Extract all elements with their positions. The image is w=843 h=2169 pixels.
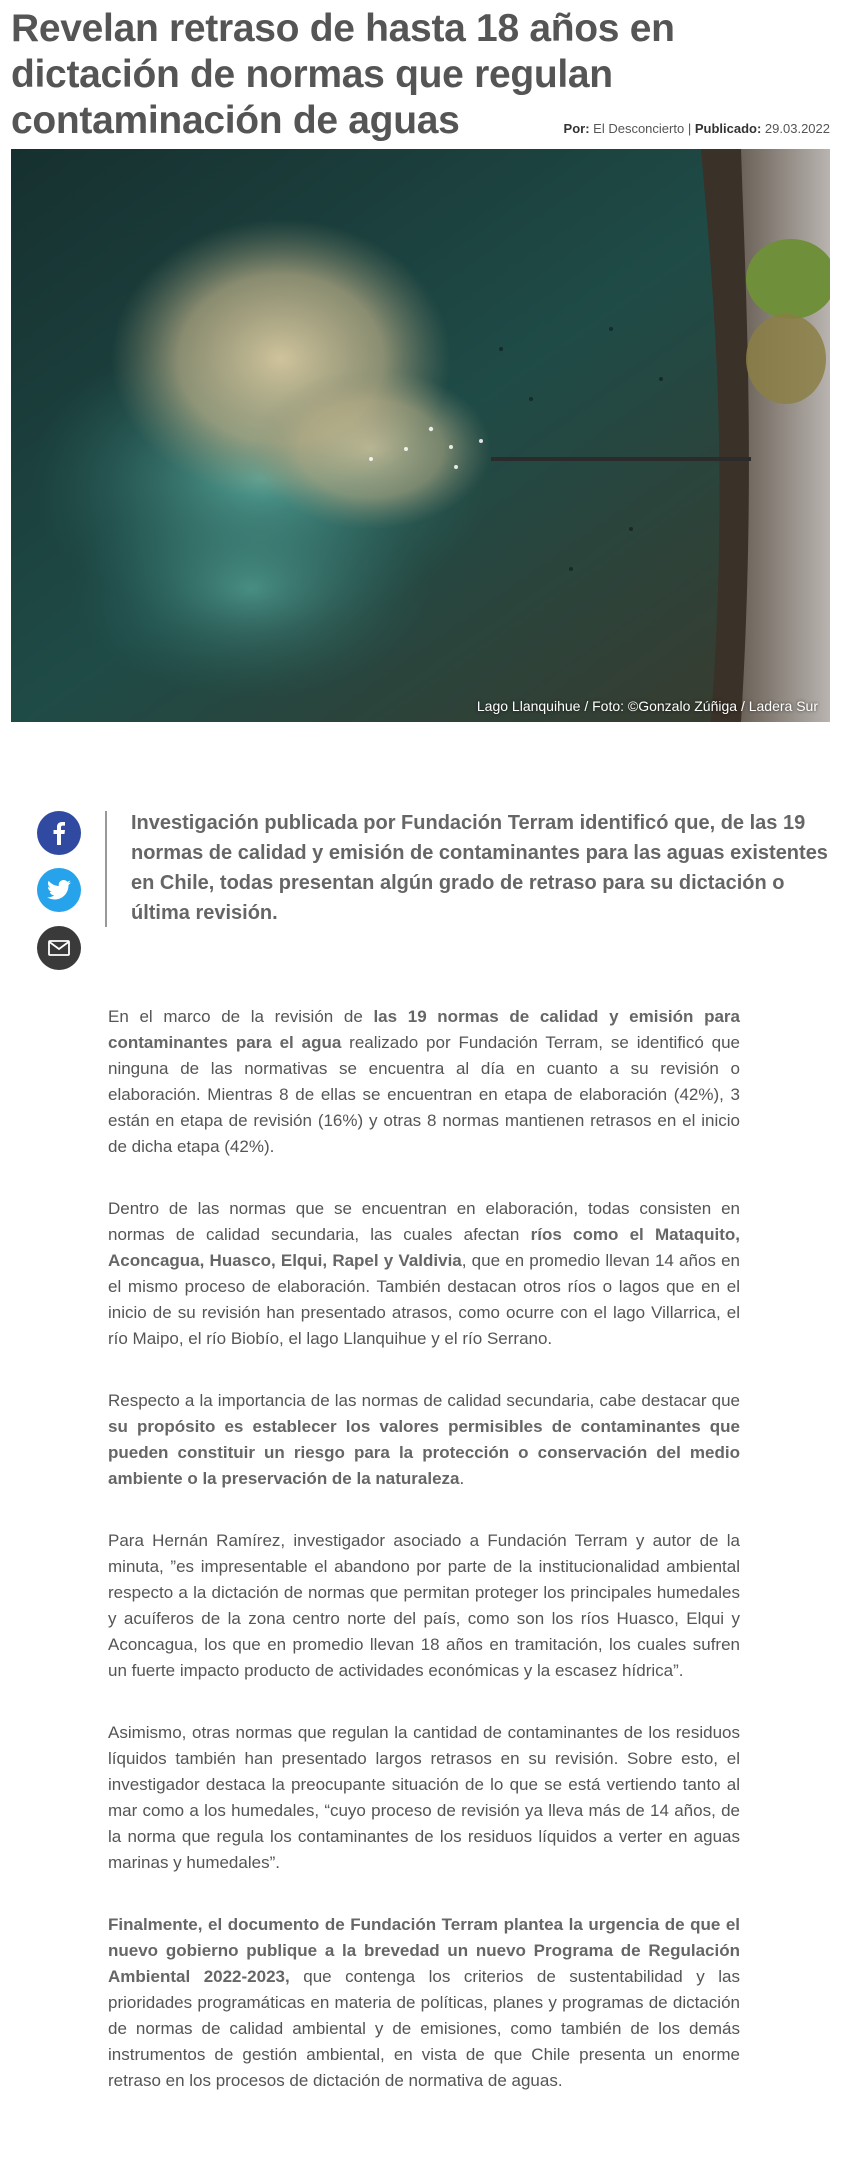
paragraph: [108, 1528, 740, 1684]
paragraph: [108, 1720, 740, 1876]
byline-author-label: Por:: [563, 121, 590, 136]
article-lead: Investigación publicada por Fundación Terram identificó que, de las 19 normas de calidad y emisión de contaminantes para las aguas existentes en Chile, todas presentan algún grado de retraso para su dictación o última revisión.: [131, 812, 828, 924]
paragraph-text: En el marco de la revisión de: [108, 1007, 374, 1026]
hero-image: [11, 149, 830, 722]
article-body: [108, 1004, 740, 2130]
paragraph-bold: su propósito es establecer los valores permisibles de contaminantes que pueden constituir un riesgo para la protección o conservación del medio ambiente o la preservación de la naturaleza: [108, 1417, 740, 1488]
byline-published-label: Publicado:: [694, 121, 762, 136]
paragraph: [108, 1388, 740, 1492]
byline-author[interactable]: El Desconcierto: [593, 121, 685, 136]
paragraph-text: Respecto a la importancia de las normas de calidad secundaria, cabe destacar que: [108, 1391, 740, 1410]
lead-divider: [105, 811, 107, 927]
paragraph-bold: Finalmente, el documento de Fundación Terram plantea la urgencia de que el nuevo gobierno publique a la brevedad un nuevo Programa de Regulación Ambiental 2022-2023,: [108, 1915, 740, 1986]
paragraph-text: Asimismo, otras normas que regulan la cantidad de contaminantes de los residuos líquidos también han presentado largos retrasos en su revisión. Sobre esto, el investigador destaca la preocupante situación de lo que se está vertiendo tanto al mar como a los humedales, “cuyo proceso de revisión ya lleva más de 14 años, de la norma que regula los contaminantes de los residuos líquidos a verter en aguas marinas y humedales”.: [108, 1723, 740, 1872]
paragraph-text: Para Hernán Ramírez, investigador asociado a Fundación Terram y autor de la minuta, ”es impresentable el abandono por parte de la institucionalidad ambiental respecto a la dictación de normas que permitan proteger los principales humedales y acuíferos de la zona centro norte del país, como son los ríos Huasco, Elqui y Aconcagua, los que en promedio llevan 18 años en tramitación, los cuales sufren un fuerte impacto producto de actividades económicas y la escasez hídrica”.: [108, 1531, 740, 1680]
byline-date: 29.03.2022: [764, 121, 830, 136]
facebook-icon: [52, 821, 66, 845]
paragraph-text: Dentro de las normas que se encuentran en elaboración, todas consisten en normas de calidad secundaria, las cuales afectan: [108, 1199, 740, 1244]
paragraph: [108, 1912, 740, 2094]
paragraph: [108, 1004, 740, 1160]
twitter-share-button[interactable]: [37, 868, 81, 912]
lake-aerial-illustration: [11, 149, 830, 722]
paragraph-bold: ríos como el Mataquito, Aconcagua, Huasco, Elqui, Rapel y Valdivia: [108, 1225, 740, 1270]
email-share-button[interactable]: [37, 926, 81, 970]
image-caption: Lago Llanquihue / Foto: ©Gonzalo Zúñiga / Ladera Sur: [476, 698, 818, 714]
paragraph-text: realizado por Fundación Terram, se identificó que ninguna de las normativas se encuentra al día en cuanto a su revisión o elaboración. Mientras 8 de ellas se encuentran en etapa de elaboración (42%), 3 están en etapa de revisión (16%) y otras 8 normas mantienen retrasos en el inicio de dicha etapa (42%).: [108, 1033, 741, 1156]
twitter-icon: [47, 880, 71, 900]
byline-separator: |: [687, 121, 692, 136]
byline: [564, 121, 830, 136]
paragraph: [108, 1196, 740, 1352]
paragraph-text: , que en promedio llevan 14 años en el mismo proceso de elaboración. También destacan otros ríos o lagos que en el inicio de su revisión han presentado atrasos, como ocurre con el lago Villarrica, el río Maipo, el río Biobío, el lago Llanquihue y el río Serrano.: [108, 1251, 740, 1348]
paragraph-bold: las 19 normas de calidad y emisión para contaminantes para el agua: [108, 1007, 740, 1052]
email-icon: [48, 940, 70, 956]
paragraph-text: que contenga los criterios de sustentabilidad y las prioridades programáticas en materia de políticas, planes y programas de dictación de normas de calidad ambiental y de emisiones, como también de los demás instrumentos de gestión ambiental, en vista de que Chile presenta un enorme retraso en los procesos de dictación de normativa de aguas.: [108, 1967, 740, 2090]
article-headline: Revelan retraso de hasta 18 años en dictación de normas que regulan contaminación de aguas: [11, 7, 675, 142]
paragraph-text: .: [459, 1469, 465, 1488]
facebook-share-button[interactable]: [37, 811, 81, 855]
